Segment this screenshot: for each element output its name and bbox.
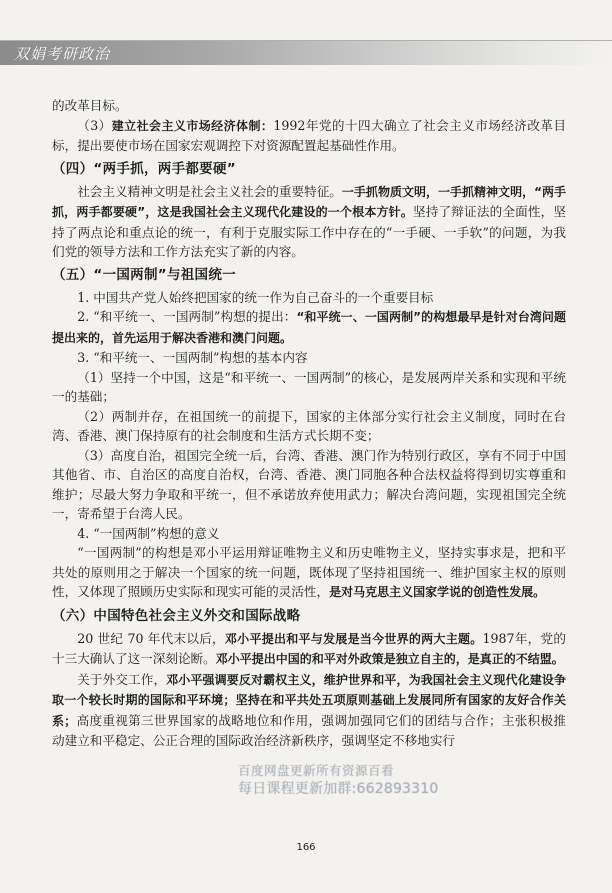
paragraph: “一国两制”的构想是邓小平运用辩证唯物主义和历史唯物主义，坚持实事求是，把和平共处的原则用之于解决一个国家的统一问题，既体现了坚持祖国统一、维护国家主权的原则性，又体现了照顾历史实际和现实可能的灵活性，是对马克思主义国家学说的创造性发展。 [52,545,566,599]
section-heading-4: （四）“两手抓，两手都要硬” [52,160,236,177]
paragraph: （3）建立社会主义市场经济体制：1992年党的十四大确立了社会主义市场经济改革目标，提出要使市场在国家宏观调控下对资源配置起基础性作用。 [52,117,566,153]
watermark-line-1: 百度网盘更新所有资源百看 [238,763,395,778]
section-heading-6: （六）中国特色社会主义外交和国际战略 [52,607,301,624]
paragraph: （1）坚持一个中国，这是“和平统一、一国两制”的核心，是发展两岸关系和实现和平统一的基础； [52,369,566,404]
paragraph: （3）高度自治，祖国完全统一后，台湾、香港、澳门作为特别行政区，享有不同于中国其他省、市、自治区的高度自治权，台湾、香港、澳门同胞各种合法权益将得到切实尊重和维护；尽最大努力争取和平统一，但不承诺放弃使用武力；解决台湾问题，实现祖国完全统一，寄希望于台湾人民。 [52,447,566,521]
watermark [238,763,448,797]
watermark-line-2: 每日课程更新加群:662893310 [238,781,439,797]
page-number: 166 [296,842,316,853]
paragraph: 社会主义精神文明是社会主义社会的重要特征。一手抓物质文明，一手抓精神文明，“两手抓，两手都要硬”，这是我国社会主义现代化建设的一个根本方针。坚持了辩证法的全面性，坚持了两点论和重点论的统一，有利于克服实际工作中存在的“一手硬、一手软”的问题，为我们党的领导方法和工作方法充实了新的内容。 [52,183,567,259]
section-heading-5: （五）“一国两制”与祖国统一 [52,266,236,283]
list-item: 3. “和平统一、一国两制”构想的基本内容 [77,350,308,365]
paragraph: 20 世纪 70 年代末以后，邓小平提出和平与发展是当今世界的两大主题。1987年，党的十三大确认了这一深刻论断。邓小平提出中国的和平对外政策是独立自主的，是真正的不结盟。 [52,630,566,666]
paragraph: （2）两制并存，在祖国统一的前提下，国家的主体部分实行社会主义制度，同时在台湾、香港、澳门保持原有的社会制度和生活方式长期不变； [52,408,566,443]
list-item: 2. “和平统一、一国两制”构想的提出：“和平统一、一国两制”的构想最早是针对台湾问题提出来的，首先运用于解决香港和澳门问题。 [52,309,566,345]
list-item: 4. “一国两制”构想的意义 [77,525,220,541]
paragraph: 的改革目标。 [52,98,128,113]
list-item: 1. 中国共产党人始终把国家的统一作为自己奋斗的一个重要目标 [77,289,434,305]
paragraph: 关于外交工作，邓小平强调要反对霸权主义，维护世界和平，为我国社会主义现代化建设争取一个较长时期的国际和平环境；坚持在和平共处五项原则基础上发展同所有国家的友好合作关系；高度重视第三世界国家的战略地位和作用，强调加强同它们的团结与合作；主张积极推动建立和平稳定、公正合理的国际政治经济新秩序，强调坚定不移地实行 [52,671,566,748]
page-body [52,96,566,751]
running-header-title: 双娟考研政治 [14,45,111,63]
